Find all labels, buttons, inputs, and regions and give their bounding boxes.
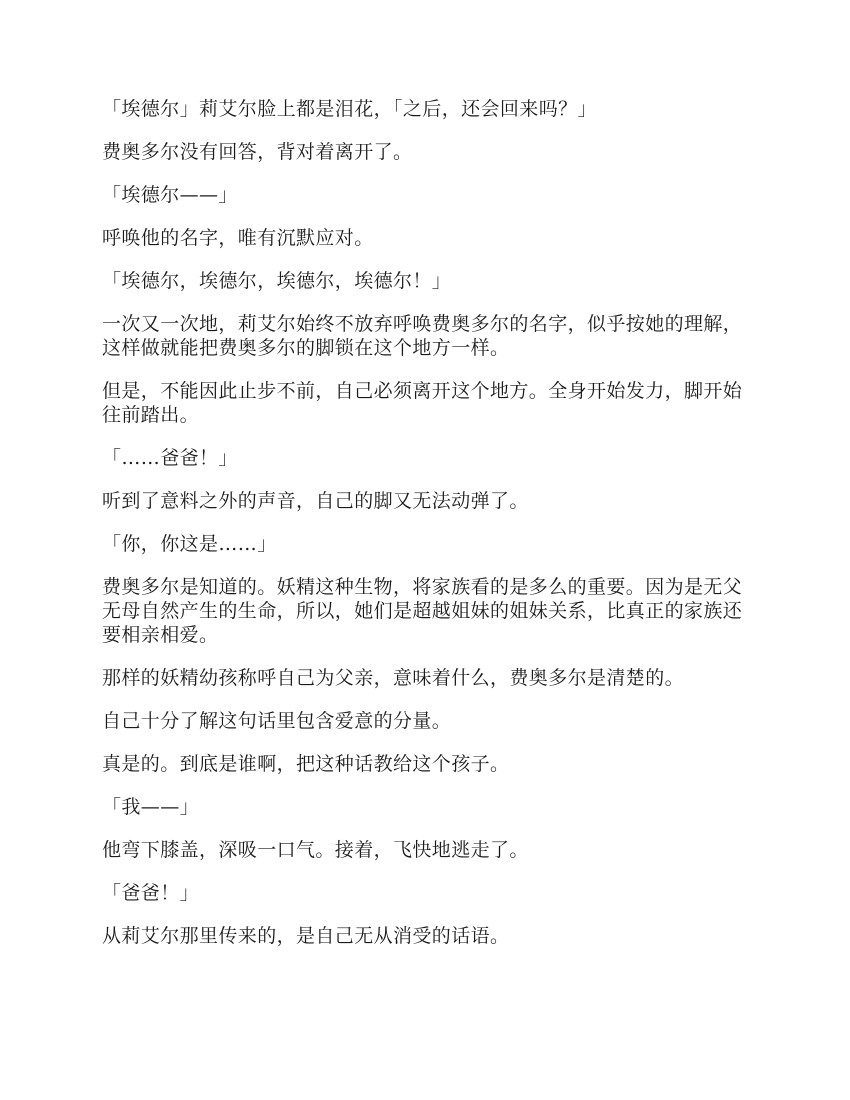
- paragraph: 「爸爸！」: [102, 882, 200, 904]
- paragraph: 一次又一次地，莉艾尔始终不放弃呼唤费奥多尔的名字，似乎按她的理解，这样做就能把费奥多尔的脚锁在这个地方一样。: [102, 313, 743, 359]
- paragraph: 「我——」: [102, 796, 200, 818]
- paragraph: 他弯下膝盖，深吸一口气。接着，飞快地逃走了。: [102, 839, 529, 861]
- paragraph: 真是的。到底是谁啊，把这种话教给这个孩子。: [102, 753, 510, 775]
- paragraph: 「埃德尔——」: [102, 184, 238, 206]
- paragraph: 「埃德尔，埃德尔，埃德尔，埃德尔！」: [102, 270, 452, 292]
- paragraph: 听到了意料之外的声音，自己的脚又无法动弹了。: [102, 490, 529, 512]
- paragraph: 从莉艾尔那里传来的，是自己无从消受的话语。: [102, 925, 510, 947]
- paragraph: 「……爸爸！」: [102, 447, 238, 469]
- paragraph: 「你，你这是……」: [102, 533, 277, 555]
- document-body: [102, 97, 748, 967]
- paragraph: 但是，不能因此止步不前，自己必须离开这个地方。全身开始发力，脚开始往前踏出。: [102, 380, 743, 426]
- paragraph: 那样的妖精幼孩称呼自己为父亲，意味着什么，费奥多尔是清楚的。: [102, 667, 685, 689]
- paragraph: 自己十分了解这句话里包含爱意的分量。: [102, 710, 452, 732]
- paragraph: 呼唤他的名字，唯有沉默应对。: [102, 227, 374, 249]
- paragraph: 费奥多尔是知道的。妖精这种生物，将家族看的是多么的重要。因为是无父无母自然产生的生命，所以，她们是超越姐妹的姐妹关系，比真正的家族还要相亲相爱。: [102, 576, 743, 646]
- paragraph: 「埃德尔」莉艾尔脸上都是泪花，「之后，还会回来吗？」: [102, 98, 597, 120]
- paragraph: 费奥多尔没有回答，背对着离开了。: [102, 141, 413, 163]
